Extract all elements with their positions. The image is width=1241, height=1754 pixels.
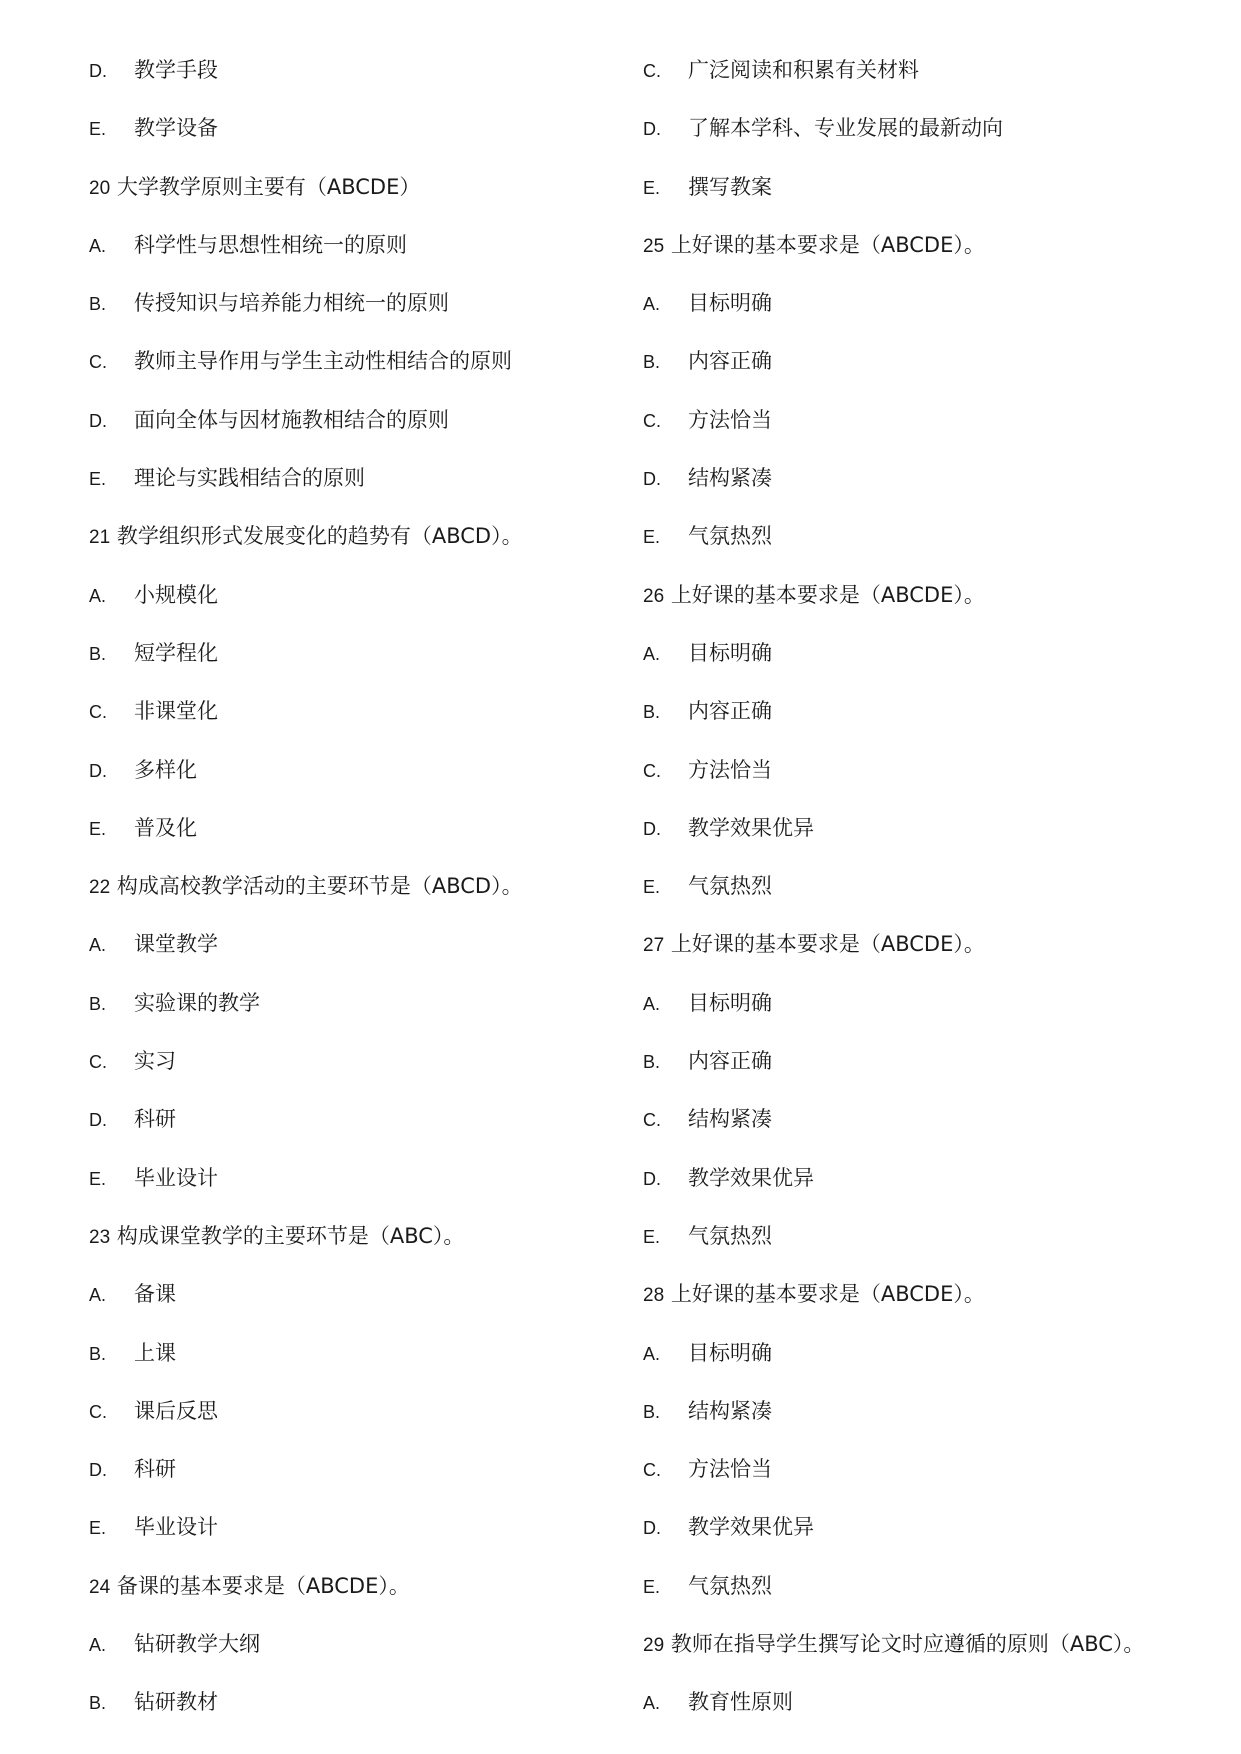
answer-option	[643, 698, 1163, 756]
left-column	[89, 57, 609, 1748]
option-letter: C.	[89, 702, 107, 723]
answer-option	[89, 640, 609, 698]
option-text: 目标明确	[688, 990, 772, 1015]
option-letter: B.	[89, 643, 107, 664]
answer-option	[89, 1340, 609, 1398]
option-text: 撰写教案	[688, 174, 772, 199]
answer-option	[89, 582, 609, 640]
option-text: 教学手段	[134, 58, 218, 82]
option-letter: D.	[643, 119, 661, 140]
option-text: 传授知识与培养能力相统一的原则	[134, 291, 449, 316]
option-letter: B.	[89, 1693, 107, 1714]
answer-option	[643, 1223, 1163, 1281]
answer-option	[643, 57, 1163, 115]
option-text: 科研	[134, 1107, 176, 1132]
option-letter: C.	[89, 352, 107, 373]
option-text: 实验课的教学	[134, 990, 260, 1015]
option-letter: D.	[643, 1518, 661, 1539]
option-text: 教学效果优异	[688, 1515, 814, 1540]
option-text: 面向全体与因材施教相结合的原则	[134, 407, 449, 432]
option-text: 气氛热烈	[688, 1573, 772, 1598]
option-text: 小规模化	[134, 582, 218, 607]
question-stem	[89, 873, 609, 931]
option-letter: E.	[643, 177, 661, 198]
answer-option	[643, 1340, 1163, 1398]
option-text: 短学程化	[134, 640, 218, 665]
answer-option	[643, 1689, 1163, 1747]
question-text: 构成课堂教学的主要环节是（ABC）。	[116, 1223, 465, 1248]
option-letter: E.	[643, 527, 661, 548]
answer-option	[643, 1048, 1163, 1106]
question-text: 大学教学原则主要有（ABCDE）	[116, 174, 421, 199]
option-letter: A.	[89, 935, 107, 956]
option-letter: D.	[89, 61, 107, 81]
question-number: 21	[89, 527, 111, 549]
question-number: 20	[89, 177, 111, 199]
question-number: 27	[643, 935, 665, 957]
option-letter: A.	[89, 585, 107, 606]
option-text: 方法恰当	[688, 757, 772, 782]
answer-option	[643, 990, 1163, 1048]
answer-option	[643, 523, 1163, 581]
option-text: 教师主导作用与学生主动性相结合的原则	[134, 349, 512, 374]
question-text: 上好课的基本要求是（ABCDE）。	[670, 232, 985, 257]
option-letter: E.	[89, 469, 107, 490]
answer-option	[89, 1456, 609, 1514]
option-letter: C.	[643, 1460, 661, 1481]
option-text: 普及化	[134, 815, 197, 840]
option-text: 教育性原则	[688, 1690, 793, 1715]
option-text: 教学效果优异	[688, 815, 814, 840]
option-text: 备课	[134, 1282, 176, 1307]
answer-option	[643, 757, 1163, 815]
question-text: 上好课的基本要求是（ABCDE）。	[670, 582, 985, 607]
option-text: 毕业设计	[134, 1515, 218, 1540]
answer-option	[643, 348, 1163, 406]
option-text: 内容正确	[688, 349, 772, 374]
question-number: 23	[89, 1226, 111, 1248]
answer-option	[643, 290, 1163, 348]
question-stem	[643, 232, 1163, 290]
answer-option	[89, 1048, 609, 1106]
answer-option	[89, 1514, 609, 1572]
option-text: 方法恰当	[688, 1457, 772, 1482]
option-text: 钻研教材	[134, 1690, 218, 1715]
option-letter: D.	[89, 410, 107, 431]
option-text: 目标明确	[688, 1340, 772, 1365]
answer-option	[643, 873, 1163, 931]
option-letter: B.	[643, 702, 661, 723]
option-text: 课堂教学	[134, 932, 218, 957]
answer-option	[89, 698, 609, 756]
question-number: 22	[89, 877, 111, 899]
option-text: 上课	[134, 1340, 176, 1365]
option-text: 目标明确	[688, 640, 772, 665]
option-text: 教学效果优异	[688, 1165, 814, 1190]
option-letter: D.	[89, 1460, 107, 1481]
option-letter: D.	[643, 1168, 661, 1189]
answer-option	[643, 465, 1163, 523]
question-number: 28	[643, 1285, 665, 1307]
option-letter: E.	[643, 1226, 661, 1247]
option-letter: B.	[89, 993, 107, 1014]
option-text: 多样化	[134, 757, 197, 782]
option-letter: B.	[643, 1401, 661, 1422]
answer-option	[89, 290, 609, 348]
question-stem	[89, 1573, 609, 1631]
answer-option	[643, 1514, 1163, 1572]
answer-option	[643, 1165, 1163, 1223]
answer-option	[643, 640, 1163, 698]
option-text: 方法恰当	[688, 407, 772, 432]
answer-option	[89, 465, 609, 523]
question-number: 24	[89, 1576, 111, 1598]
option-letter: E.	[89, 1168, 107, 1189]
option-letter: A.	[643, 993, 661, 1014]
answer-option	[89, 1398, 609, 1456]
option-text: 钻研教学大纲	[134, 1632, 260, 1657]
question-number: 26	[643, 585, 665, 607]
option-letter: D.	[89, 1110, 107, 1131]
option-letter: E.	[89, 1518, 107, 1539]
option-letter: E.	[643, 1576, 661, 1597]
option-text: 理论与实践相结合的原则	[134, 466, 365, 491]
option-letter: E.	[89, 818, 107, 839]
question-number: 25	[643, 235, 665, 257]
option-letter: E.	[89, 119, 107, 140]
question-stem	[89, 1223, 609, 1281]
option-letter: E.	[643, 877, 661, 898]
question-text: 上好课的基本要求是（ABCDE）。	[670, 1282, 985, 1307]
option-letter: B.	[89, 1343, 107, 1364]
option-letter: A.	[643, 1693, 661, 1714]
answer-option	[643, 815, 1163, 873]
answer-option	[643, 115, 1163, 173]
question-stem	[643, 1281, 1163, 1339]
question-stem	[643, 931, 1163, 989]
question-text: 备课的基本要求是（ABCDE）。	[116, 1573, 410, 1598]
answer-option	[89, 348, 609, 406]
option-text: 结构紧凑	[688, 466, 772, 491]
answer-option	[89, 1165, 609, 1223]
option-text: 科学性与思想性相统一的原则	[134, 232, 407, 257]
answer-option	[89, 1281, 609, 1339]
option-letter: C.	[89, 1401, 107, 1422]
question-stem	[89, 174, 609, 232]
option-text: 毕业设计	[134, 1165, 218, 1190]
question-stem	[643, 582, 1163, 640]
option-text: 内容正确	[688, 699, 772, 724]
answer-option	[89, 931, 609, 989]
option-text: 教学设备	[134, 116, 218, 141]
answer-option	[643, 407, 1163, 465]
answer-option	[643, 1398, 1163, 1456]
option-letter: D.	[643, 818, 661, 839]
answer-option	[643, 1106, 1163, 1164]
answer-option	[89, 1106, 609, 1164]
answer-option	[89, 115, 609, 173]
option-text: 广泛阅读和积累有关材料	[688, 58, 919, 82]
option-letter: C.	[643, 760, 661, 781]
question-text: 教师在指导学生撰写论文时应遵循的原则（ABC）。	[670, 1632, 1145, 1657]
option-text: 了解本学科、专业发展的最新动向	[688, 116, 1003, 141]
option-letter: C.	[643, 61, 661, 81]
option-letter: D.	[89, 760, 107, 781]
option-text: 课后反思	[134, 1398, 218, 1423]
option-text: 结构紧凑	[688, 1107, 772, 1132]
question-text: 上好课的基本要求是（ABCDE）。	[670, 932, 985, 957]
answer-option	[643, 1573, 1163, 1631]
option-text: 气氛热烈	[688, 1223, 772, 1248]
answer-option	[89, 57, 609, 115]
option-letter: A.	[89, 1635, 107, 1656]
question-text: 教学组织形式发展变化的趋势有（ABCD）。	[116, 524, 523, 549]
answer-option	[89, 990, 609, 1048]
question-stem	[643, 1631, 1163, 1689]
option-letter: A.	[89, 235, 107, 256]
answer-option	[643, 1456, 1163, 1514]
option-text: 气氛热烈	[688, 524, 772, 549]
option-letter: C.	[89, 1052, 107, 1073]
option-letter: B.	[643, 352, 661, 373]
option-letter: A.	[643, 1343, 661, 1364]
answer-option	[643, 174, 1163, 232]
answer-option	[89, 1689, 609, 1747]
option-letter: A.	[643, 643, 661, 664]
answer-option	[89, 232, 609, 290]
answer-option	[89, 757, 609, 815]
option-text: 结构紧凑	[688, 1398, 772, 1423]
option-text: 内容正确	[688, 1049, 772, 1074]
answer-option	[89, 1631, 609, 1689]
answer-option	[89, 815, 609, 873]
option-text: 科研	[134, 1457, 176, 1482]
answer-option	[89, 407, 609, 465]
question-stem	[89, 523, 609, 581]
option-text: 非课堂化	[134, 699, 218, 724]
option-letter: C.	[643, 410, 661, 431]
option-letter: D.	[643, 469, 661, 490]
option-text: 实习	[134, 1049, 176, 1074]
question-text: 构成高校教学活动的主要环节是（ABCD）。	[116, 874, 523, 899]
option-text: 气氛热烈	[688, 874, 772, 899]
right-column	[643, 57, 1163, 1748]
option-letter: A.	[643, 294, 661, 315]
option-letter: C.	[643, 1110, 661, 1131]
question-number: 29	[643, 1635, 665, 1657]
option-text: 目标明确	[688, 291, 772, 316]
option-letter: A.	[89, 1285, 107, 1306]
option-letter: B.	[89, 294, 107, 315]
option-letter: B.	[643, 1052, 661, 1073]
